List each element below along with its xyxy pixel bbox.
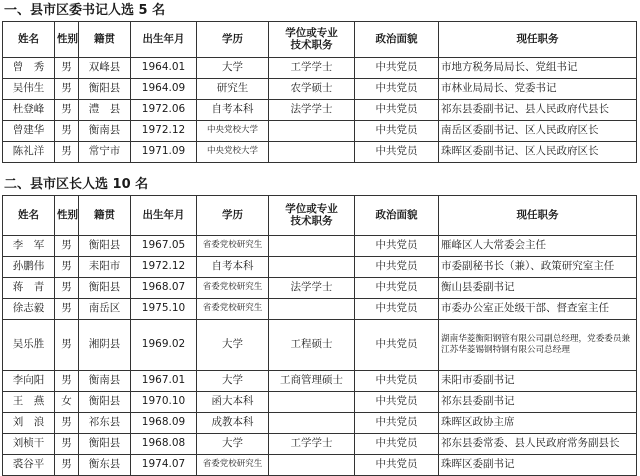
cell-name: 吴伟生	[3, 79, 55, 100]
cell-gender: 男	[55, 100, 79, 121]
cell-education: 函大本科	[197, 392, 269, 413]
cell-birth: 1974.07	[131, 455, 197, 476]
cell-native-place: 南岳区	[79, 299, 131, 320]
cell-gender: 男	[55, 58, 79, 79]
cell-education: 中央党校大学	[197, 121, 269, 142]
cell-native-place: 祁东县	[79, 413, 131, 434]
cell-degree: 工程硕士	[269, 320, 355, 371]
cell-degree	[269, 257, 355, 278]
cell-birth: 1968.09	[131, 413, 197, 434]
cell-native-place: 衡阳县	[79, 236, 131, 257]
cell-name: 李 军	[3, 236, 55, 257]
cell-degree	[269, 299, 355, 320]
cell-name: 蒋 青	[3, 278, 55, 299]
cell-education: 省委党校研究生	[197, 455, 269, 476]
table-row	[3, 79, 637, 100]
cell-political: 中共党员	[355, 100, 439, 121]
cell-position: 祁东县委副书记	[439, 392, 637, 413]
cell-degree: 工学学士	[269, 58, 355, 79]
header-gender: 性别	[55, 196, 79, 236]
cell-education: 省委党校研究生	[197, 299, 269, 320]
table-row	[3, 320, 637, 371]
cell-native-place: 常宁市	[79, 142, 131, 163]
cell-political: 中共党员	[355, 434, 439, 455]
cell-degree	[269, 142, 355, 163]
cell-native-place: 澧 县	[79, 100, 131, 121]
header-birth: 出生年月	[131, 196, 197, 236]
cell-degree: 法学学士	[269, 100, 355, 121]
cell-name: 王 燕	[3, 392, 55, 413]
table-row	[3, 413, 637, 434]
cell-position: 珠晖区委副书记	[439, 455, 637, 476]
cell-birth: 1964.09	[131, 79, 197, 100]
cell-name: 刘桢干	[3, 434, 55, 455]
cell-political: 中共党员	[355, 320, 439, 371]
cell-name: 曾建华	[3, 121, 55, 142]
cell-political: 中共党员	[355, 299, 439, 320]
header-political: 政治面貌	[355, 196, 439, 236]
cell-political: 中共党员	[355, 413, 439, 434]
cell-gender: 男	[55, 278, 79, 299]
cell-native-place: 衡阳县	[79, 392, 131, 413]
cell-birth: 1971.09	[131, 142, 197, 163]
cell-birth: 1967.01	[131, 371, 197, 392]
cell-position: 珠晖区委副书记、区人民政府区长	[439, 142, 637, 163]
cell-birth: 1970.10	[131, 392, 197, 413]
cell-name: 吴乐胜	[3, 320, 55, 371]
cell-political: 中共党员	[355, 257, 439, 278]
cell-degree: 法学学士	[269, 278, 355, 299]
cell-political: 中共党员	[355, 236, 439, 257]
header-gender: 性别	[55, 22, 79, 58]
header-degree: 学位或专业 技术职务	[269, 196, 355, 236]
cell-political: 中共党员	[355, 121, 439, 142]
header-native-place: 籍贯	[79, 22, 131, 58]
cell-position: 珠晖区政协主席	[439, 413, 637, 434]
cell-education: 省委党校研究生	[197, 278, 269, 299]
cell-degree	[269, 121, 355, 142]
cell-name: 李向阳	[3, 371, 55, 392]
cell-gender: 男	[55, 236, 79, 257]
table-row	[3, 236, 637, 257]
cell-position: 雁峰区人大常委会主任	[439, 236, 637, 257]
header-birth: 出生年月	[131, 22, 197, 58]
cell-position: 市委办公室正处级干部、督查室主任	[439, 299, 637, 320]
cell-political: 中共党员	[355, 278, 439, 299]
cell-native-place: 衡阳县	[79, 434, 131, 455]
cell-degree	[269, 236, 355, 257]
cell-degree: 农学硕士	[269, 79, 355, 100]
cell-political: 中共党员	[355, 392, 439, 413]
cell-degree: 工商管理硕士	[269, 371, 355, 392]
cell-birth: 1972.12	[131, 121, 197, 142]
table-row	[3, 100, 637, 121]
cell-education: 成教本科	[197, 413, 269, 434]
section-title-secretary: 一、县市区委书记人选 5 名	[4, 3, 166, 18]
cell-native-place: 衡南县	[79, 121, 131, 142]
cell-gender: 男	[55, 413, 79, 434]
table-header-row	[3, 196, 637, 236]
cell-gender: 男	[55, 455, 79, 476]
cell-birth: 1968.07	[131, 278, 197, 299]
cell-education: 自考本科	[197, 100, 269, 121]
cell-native-place: 衡南县	[79, 371, 131, 392]
table-row	[3, 58, 637, 79]
cell-education: 大学	[197, 434, 269, 455]
cell-gender: 男	[55, 257, 79, 278]
cell-native-place: 耒阳市	[79, 257, 131, 278]
table-row	[3, 257, 637, 278]
cell-education: 大学	[197, 371, 269, 392]
cell-birth: 1975.10	[131, 299, 197, 320]
cell-birth: 1972.12	[131, 257, 197, 278]
cell-birth: 1969.02	[131, 320, 197, 371]
cell-position: 衡山县委副书记	[439, 278, 637, 299]
table-header-row	[3, 22, 637, 58]
header-native-place: 籍贯	[79, 196, 131, 236]
cell-gender: 男	[55, 434, 79, 455]
cell-native-place: 衡阳县	[79, 79, 131, 100]
cell-political: 中共党员	[355, 142, 439, 163]
cell-political: 中共党员	[355, 79, 439, 100]
table-row	[3, 455, 637, 476]
cell-position: 耒阳市委副书记	[439, 371, 637, 392]
header-political: 政治面貌	[355, 22, 439, 58]
cell-position: 祁东县委常委、县人民政府常务副县长	[439, 434, 637, 455]
cell-education: 中央党校大学	[197, 142, 269, 163]
mayor-candidates-table	[2, 195, 637, 476]
cell-gender: 男	[55, 299, 79, 320]
cell-degree: 工学学士	[269, 434, 355, 455]
cell-name: 刘 浪	[3, 413, 55, 434]
cell-position: 市林业局局长、党委书记	[439, 79, 637, 100]
cell-position: 市地方税务局局长、党组书记	[439, 58, 637, 79]
cell-gender: 男	[55, 121, 79, 142]
cell-native-place: 衡阳县	[79, 278, 131, 299]
cell-native-place: 衡东县	[79, 455, 131, 476]
section-title-mayor: 二、县市区长人选 10 名	[4, 177, 149, 192]
header-degree: 学位或专业 技术职务	[269, 22, 355, 58]
cell-position: 市委副秘书长（兼）、政策研究室主任	[439, 257, 637, 278]
cell-name: 杜登峰	[3, 100, 55, 121]
cell-degree	[269, 413, 355, 434]
cell-education: 大学	[197, 58, 269, 79]
cell-name: 曾 秀	[3, 58, 55, 79]
cell-gender: 女	[55, 392, 79, 413]
cell-education: 省委党校研究生	[197, 236, 269, 257]
table-row	[3, 121, 637, 142]
cell-education: 自考本科	[197, 257, 269, 278]
cell-gender: 男	[55, 320, 79, 371]
header-education: 学历	[197, 196, 269, 236]
cell-education: 大学	[197, 320, 269, 371]
cell-gender: 男	[55, 79, 79, 100]
cell-degree	[269, 455, 355, 476]
cell-birth: 1964.01	[131, 58, 197, 79]
cell-education: 研究生	[197, 79, 269, 100]
cell-political: 中共党员	[355, 371, 439, 392]
table-row	[3, 392, 637, 413]
cell-native-place: 湘阴县	[79, 320, 131, 371]
secretary-candidates-table	[2, 21, 637, 163]
header-name: 姓名	[3, 22, 55, 58]
table-row	[3, 142, 637, 163]
cell-position: 湖南华菱衡阳钢管有限公司副总经理，党委委员兼江苏华菱锡钢特钢有限公司总经理	[439, 320, 637, 371]
cell-position: 祁东县委副书记、县人民政府代县长	[439, 100, 637, 121]
table-row	[3, 371, 637, 392]
cell-political: 中共党员	[355, 455, 439, 476]
cell-birth: 1972.06	[131, 100, 197, 121]
header-position: 现任职务	[439, 22, 637, 58]
cell-name: 裘谷平	[3, 455, 55, 476]
cell-birth: 1968.08	[131, 434, 197, 455]
header-name: 姓名	[3, 196, 55, 236]
table-row	[3, 278, 637, 299]
cell-name: 孙鹏伟	[3, 257, 55, 278]
cell-native-place: 双峰县	[79, 58, 131, 79]
table-row	[3, 299, 637, 320]
cell-birth: 1967.05	[131, 236, 197, 257]
cell-position: 南岳区委副书记、区人民政府区长	[439, 121, 637, 142]
header-position: 现任职务	[439, 196, 637, 236]
cell-political: 中共党员	[355, 58, 439, 79]
cell-name: 徐志毅	[3, 299, 55, 320]
cell-name: 陈礼洋	[3, 142, 55, 163]
cell-gender: 男	[55, 371, 79, 392]
cell-gender: 男	[55, 142, 79, 163]
header-education: 学历	[197, 22, 269, 58]
table-row	[3, 434, 637, 455]
cell-degree	[269, 392, 355, 413]
